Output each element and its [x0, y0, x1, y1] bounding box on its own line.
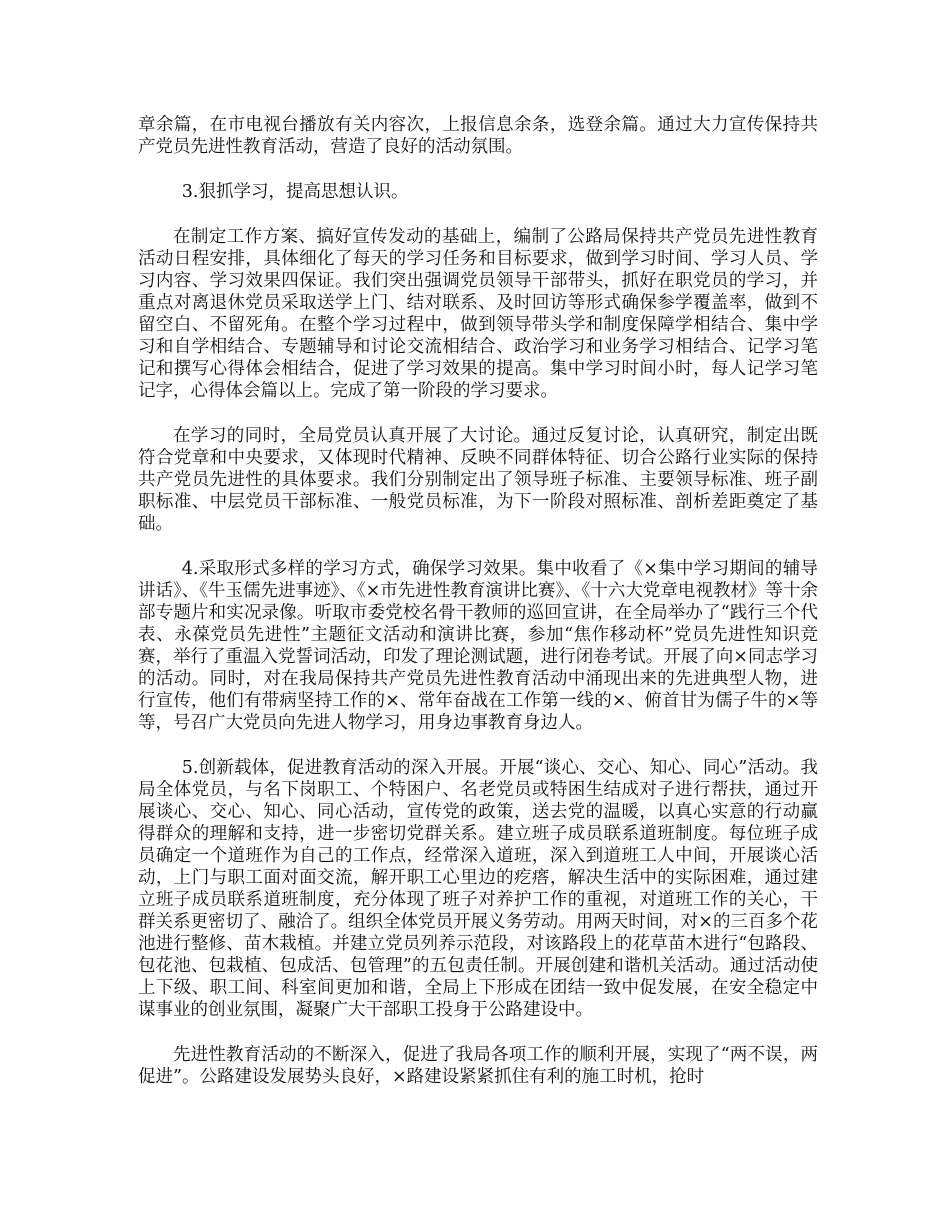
document-body	[138, 114, 818, 1111]
paragraph-study-plan: 在制定工作方案、搞好宣传发动的基础上，编制了公路局保持共产党员先进性教育活动日程安排，具体细化了每天的学习任务和目标要求，做到学习时间、学习人员、学习内容、学习效果四保证。我们突出强调党员领导干部带头，抓好在职党员的学习，并重点对离退休党员采取送学上门、结对联系、及时回访等形式确保参学覆盖率，做到不留空白、不留死角。在整个学习过程中，做到领导带头学和制度保障学相结合、集中学习和自学相结合、专题辅导和讨论交流相结合、政治学习和业务学习相结合、记学习笔记和撰写心得体会相结合，促进了学习效果的提高。集中学习时间小时，每人记学习笔记字，心得体会篇以上。完成了第一阶段的学习要求。	[138, 227, 818, 401]
paragraph-publicity-summary: 章余篇，在市电视台播放有关内容次，上报信息余条，选登余篇。通过大力宣传保持共产党员先进性教育活动，营造了良好的活动氛围。	[138, 115, 818, 157]
paragraph-innovation: 5.创新载体，促进教育活动的深入开展。开展“谈心、交心、知心、同心”活动。我局全体党员，与名下岗职工、个特困户、名老党员或特困生结成对子进行帮扶，通过开展谈心、交心、知心、同心活动，宣传党的政策，送去党的温暖，以真心实意的行动赢得群众的理解和支持，进一步密切党群关系。建立班子成员联系道班制度。每位班子成员确定一个道班作为自己的工作点，经常深入道班，深入到道班工人中间，开展谈心活动，上门与职工面对面交流，解开职工心里边的疙瘩，解决生活中的实际困难，通过建立班子成员联系道班制度，充分体现了班子对养护工作的重视，对道班工作的关心，干群关系更密切了、融洽了。组织全体党员开展义务劳动。用两天时间，对×的三百多个花池进行整修、苗木栽植。并建立党员列养示范段，对该路段上的花草苗木进行“包路段、包花池、包栽植、包成活、包管理”的五包责任制。开展创建和谐机关活动。通过活动使上下级、职工间、科室间更加和谐，全局上下形成在团结一致中促发展，在安全稳定中谋事业的创业氛围，凝聚广大干部职工投身于公路建设中。	[138, 758, 818, 1020]
paragraph-discussion: 在学习的同时，全局党员认真开展了大讨论。通过反复讨论，认真研究，制定出既符合党章和中央要求，又体现时代精神、反映不同群体特征、切合公路行业实际的保持共产党员先进性的具体要求。我们分别制定出了领导班子标准、主要领导标准、班子副职标准、中层党员干部标准、一般党员标准，为下一阶段对照标准、剖析差距奠定了基础。	[138, 426, 818, 534]
paragraph-study-methods: 4.采取形式多样的学习方式，确保学习效果。集中收看了《×集中学习期间的辅导讲话》、《牛玉儒先进事迹》、《×市先进性教育演讲比赛》、《十六大党章电视教材》等十余部专题片和实况录像。听取市委党校名骨干教师的巡回宣讲，在全局举办了“践行三个代表、永葆党员先进性”主题征文活动和演讲比赛，参加“焦作移动杯”党员先进性知识竞赛，举行了重温入党誓词活动，印发了理论测试题，进行闭卷考试。开展了向×同志学习的活动。同时，对在我局保持共产党员先进性教育活动中涌现出来的先进典型人物，进行宣传，他们有带病坚持工作的×、常年奋战在工作第一线的×、俯首甘为儒子牛的×等等，号召广大党员向先进人物学习，用身边事教育身边人。	[138, 559, 818, 733]
paragraph-results: 先进性教育活动的不断深入，促进了我局各项工作的顺利开展，实现了“两不误，两促进”。公路建设发展势头良好，×路建设紧紧抓住有利的施工时机，抢时	[138, 1045, 818, 1087]
section-heading-study: 3.狠抓学习，提高思想认识。	[181, 182, 409, 202]
